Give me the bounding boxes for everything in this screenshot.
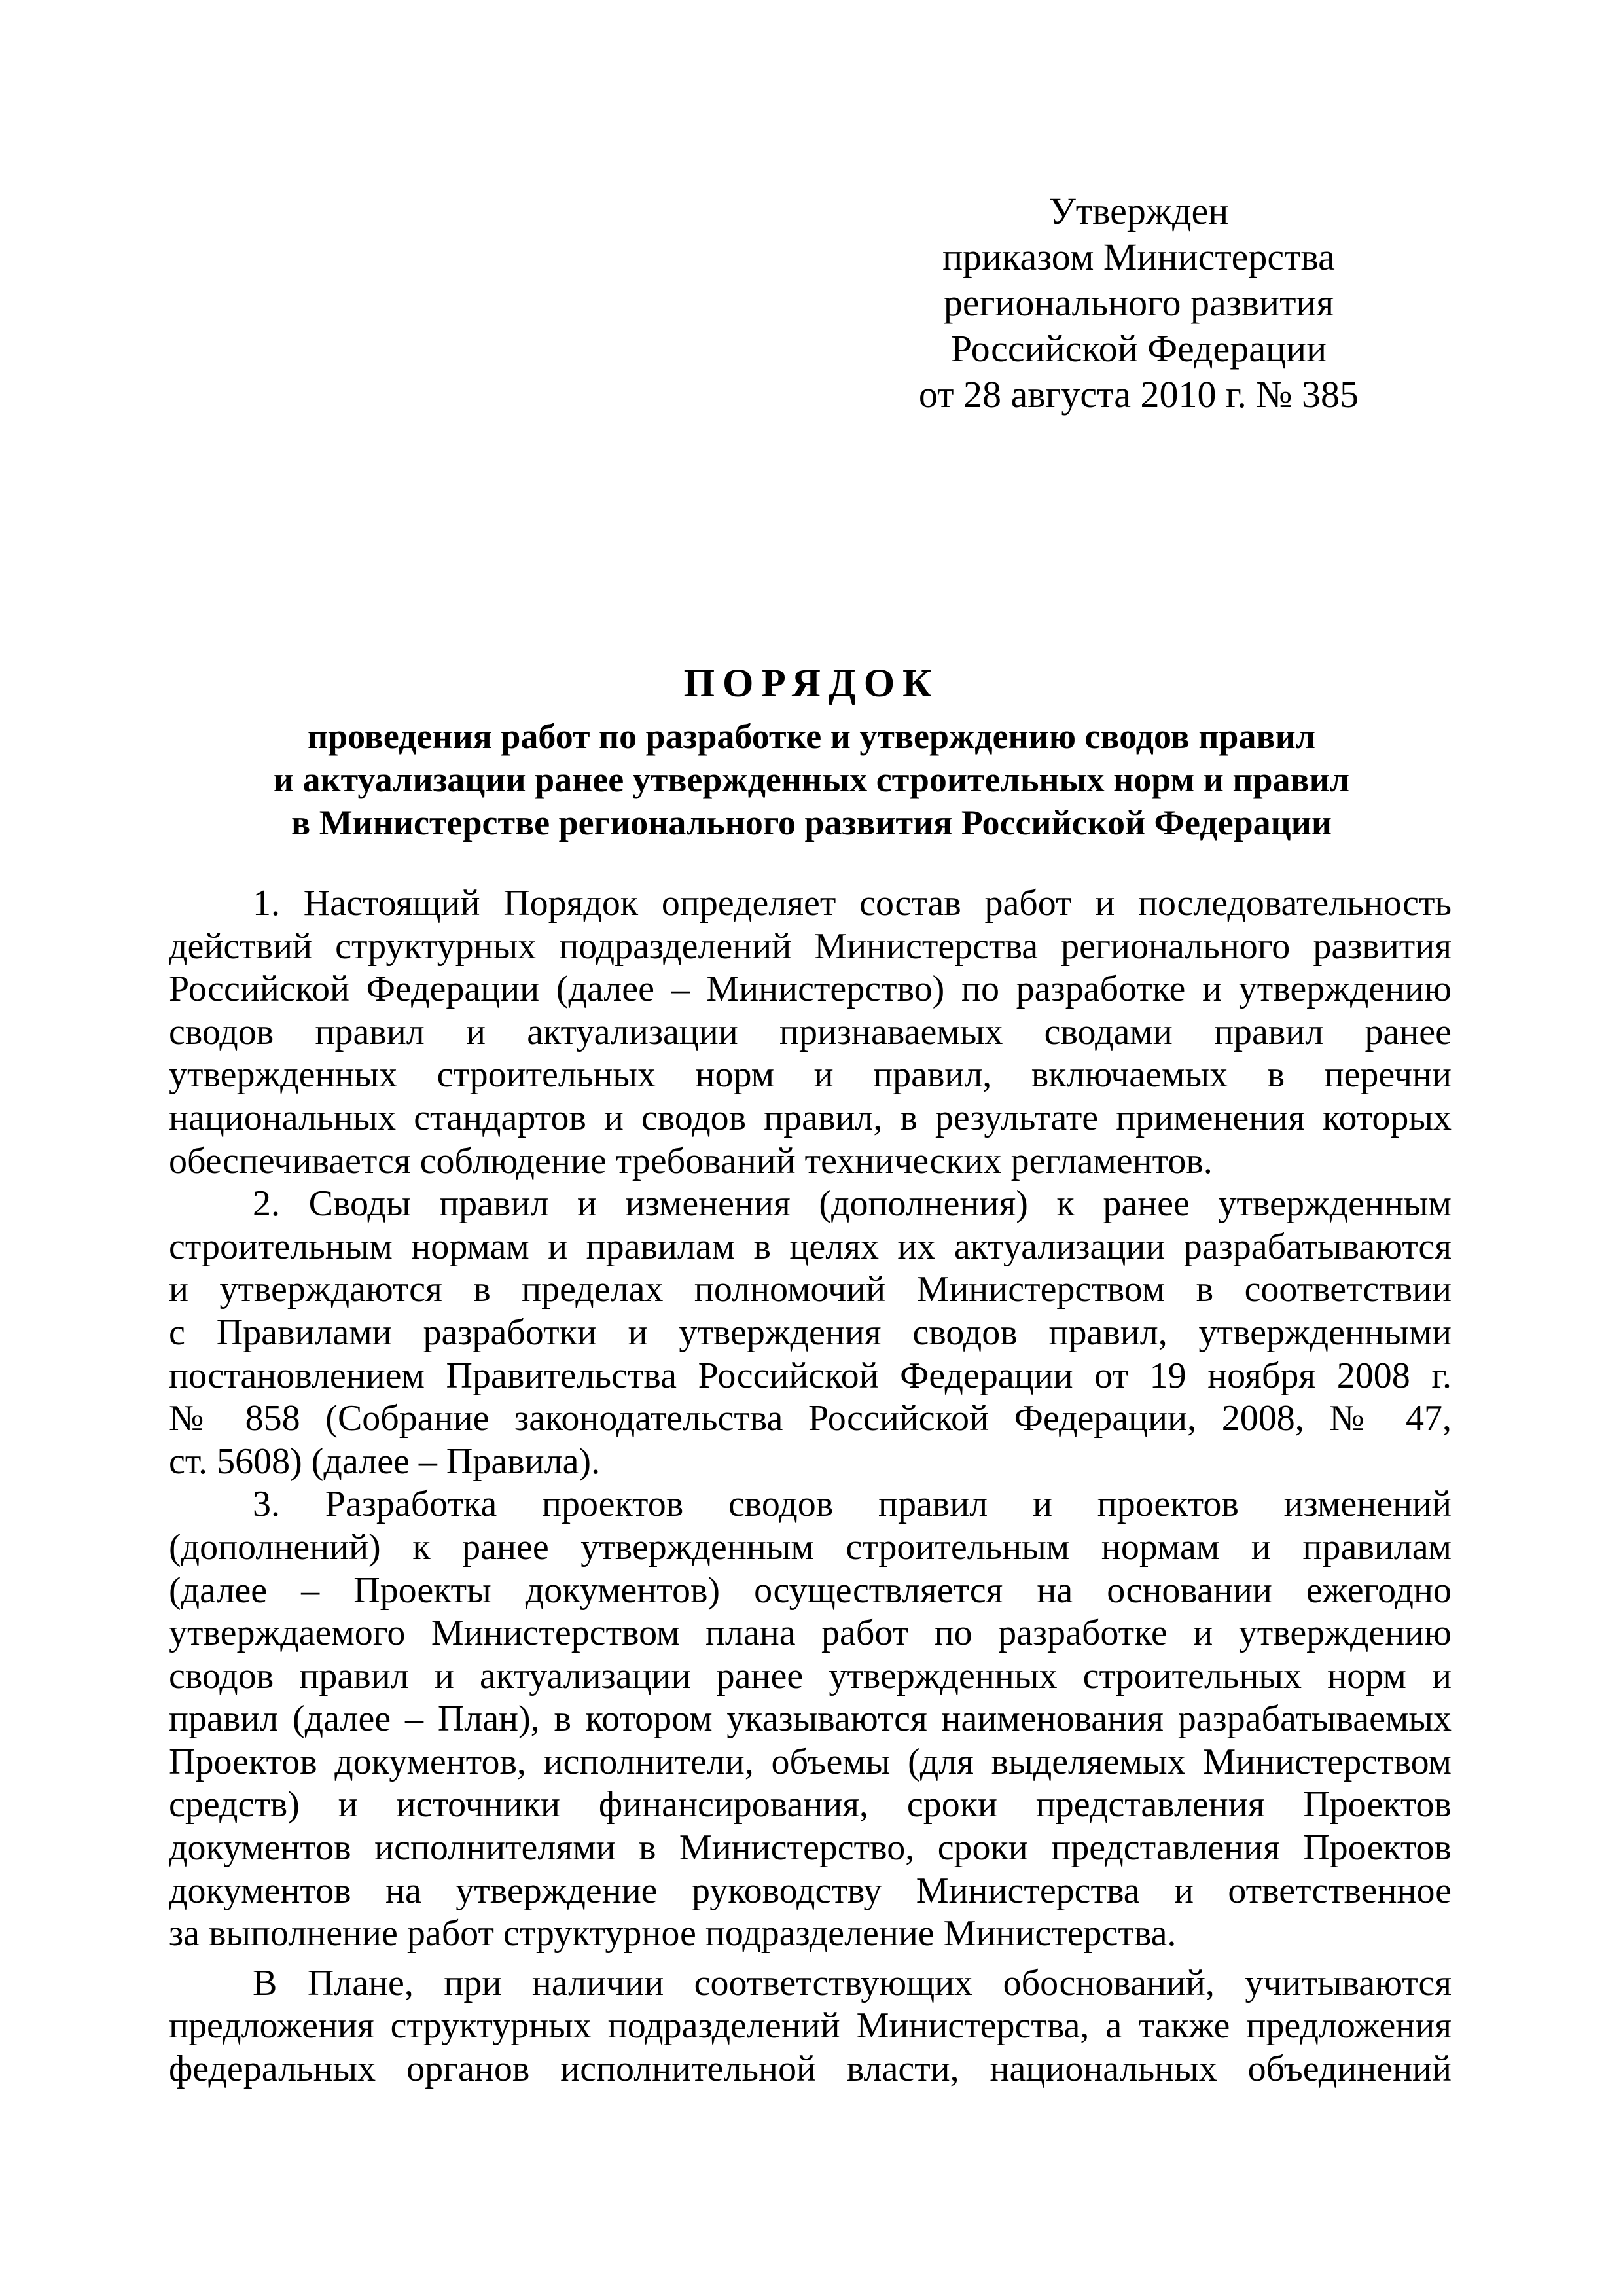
approval-line: Утвержден — [1048, 190, 1229, 232]
approval-line: приказом Министерства — [942, 236, 1335, 278]
text-line: (далее – Проекты документов) осуществляется на основании ежегодно — [169, 1570, 1452, 1611]
text-line: № 858 (Собрание законодательства Российской Федерации, 2008, № 47, — [169, 1398, 1452, 1439]
text-line: обеспечивается соблюдение требований технических регламентов. — [169, 1140, 1213, 1181]
text-line: В Плане, при наличии соответствующих обоснований, учитываются — [253, 1962, 1452, 2003]
text-line: правил (далее – План), в котором указываются наименования разрабатываемых — [169, 1698, 1452, 1740]
text-line: 1. Настоящий Порядок определяет состав работ и последовательность — [253, 883, 1452, 924]
text-line: постановлением Правительства Российской Федерации от 19 ноября 2008 г. — [169, 1355, 1452, 1396]
text-line: с Правилами разработки и утверждения сводов правил, утвержденными — [169, 1312, 1452, 1353]
text-line: Российской Федерации (далее – Министерство) по разработке и утверждению — [169, 969, 1452, 1010]
text-line: сводов правил и актуализации ранее утвержденных строительных норм и — [169, 1655, 1452, 1696]
text-line: действий структурных подразделений Министерства регионального развития — [169, 925, 1452, 967]
subtitle-line: и актуализации ранее утвержденных строительных норм и правил — [273, 760, 1350, 799]
text-line: и утверждаются в пределах полномочий Министерством в соответствии — [169, 1269, 1452, 1310]
approval-line: Российской Федерации — [950, 327, 1327, 370]
text-line: предложения структурных подразделений Министерства, а также предложения — [169, 2005, 1452, 2047]
paragraph-1 — [169, 882, 1452, 1183]
text-line: 3. Разработка проектов сводов правил и проектов изменений — [253, 1484, 1452, 1525]
text-line: федеральных органов исполнительной власти, национальных объединений — [169, 2049, 1452, 2090]
text-line: 2. Своды правил и изменения (дополнения) к ранее утвержденным — [253, 1183, 1452, 1225]
text-line: национальных стандартов и сводов правил, в результате применения которых — [169, 1097, 1452, 1138]
approval-stamp — [851, 188, 1427, 418]
paragraph-2 — [169, 1183, 1452, 1483]
approval-line: регионального развития — [943, 281, 1334, 324]
paragraph-3 — [169, 1483, 1452, 1956]
text-line: утверждаемого Министерством плана работ по разработке и утверждению — [169, 1613, 1452, 1654]
subtitle-line: проведения работ по разработке и утверждению сводов правил — [307, 717, 1316, 756]
document-body — [169, 882, 1452, 2091]
text-line: сводов правил и актуализации признаваемых сводами правил ранее — [169, 1011, 1452, 1052]
approval-line: от 28 августа 2010 г. № 385 — [918, 373, 1359, 416]
text-line: Проектов документов, исполнители, объемы (для выделяемых Министерством — [169, 1741, 1452, 1782]
document-title: ПОРЯДОК — [683, 662, 940, 706]
text-line: документов исполнителями в Министерство, сроки представления Проектов — [169, 1827, 1452, 1869]
text-line: за выполнение работ структурное подразделение Министерства. — [169, 1913, 1177, 1954]
text-line: средств) и источники финансирования, сроки представления Проектов — [169, 1784, 1452, 1825]
subtitle-line: в Министерстве регионального развития Российской Федерации — [291, 803, 1332, 842]
document-subtitle — [157, 715, 1466, 844]
text-line: документов на утверждение руководству Министерства и ответственное — [169, 1870, 1452, 1911]
text-line: (дополнений) к ранее утвержденным строительным нормам и правилам — [169, 1526, 1452, 1568]
text-line: утвержденных строительных норм и правил, включаемых в перечни — [169, 1054, 1452, 1096]
paragraph-4 — [169, 1962, 1452, 2091]
text-line: ст. 5608) (далее – Правила). — [169, 1441, 601, 1482]
text-line: строительным нормам и правилам в целях их актуализации разрабатываются — [169, 1226, 1452, 1267]
